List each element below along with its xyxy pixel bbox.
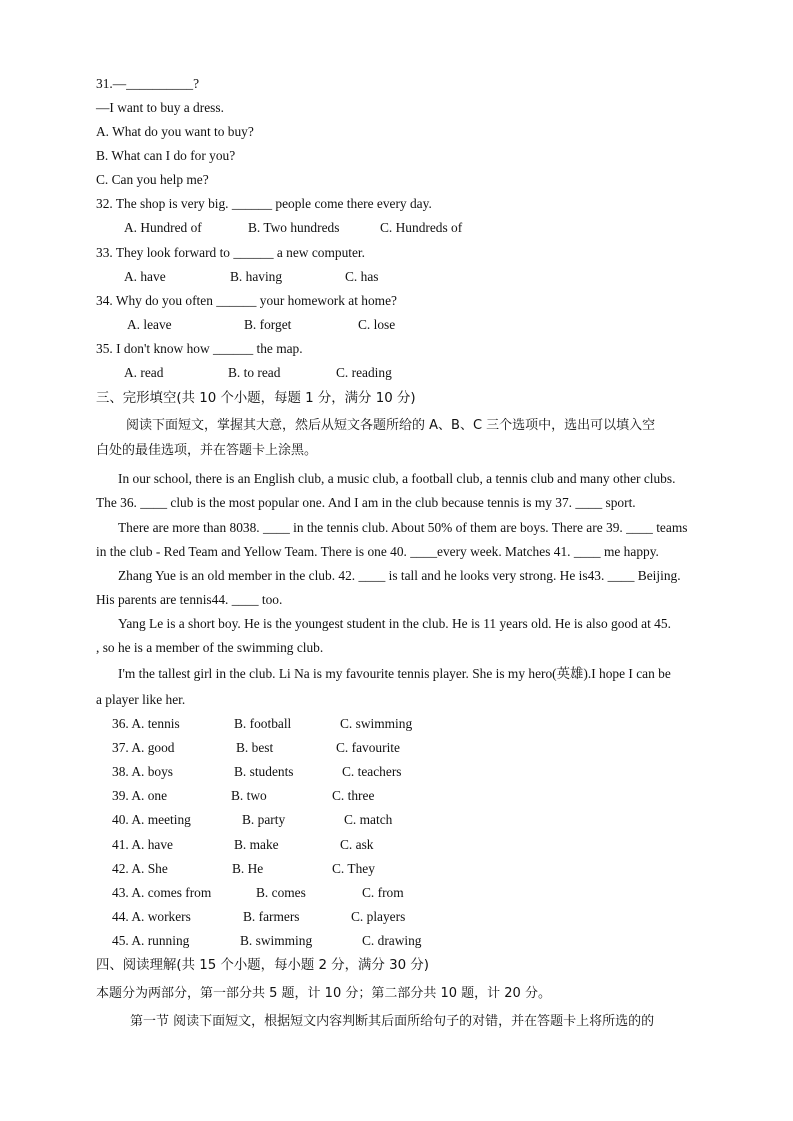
q34-option-a: A. leave	[127, 317, 172, 332]
cloze-45-c: C. drawing	[362, 933, 422, 948]
cloze-40-c: C. match	[344, 812, 393, 827]
q35-option-a: A. read	[124, 365, 164, 380]
cloze-40-b: B. party	[242, 812, 286, 827]
cloze-43-a: 43. A. comes from	[112, 885, 212, 900]
passage-line-1: In our school, there is an English club, a music club, a football club, a tennis club and many other clubs.	[118, 471, 676, 486]
q31-option-c: C. Can you help me?	[96, 172, 209, 187]
cloze-42-a: 42. A. She	[112, 861, 168, 876]
passage-line-8: , so he is a member of the swimming club.	[96, 640, 324, 655]
cloze-37-c: C. favourite	[336, 740, 400, 755]
q31-reply: —I want to buy a dress.	[96, 100, 224, 115]
section3-instruction-line1: 阅读下面短文，掌握其大意，然后从短文各题所给的 A、B、C 三个选项中，选出可以填入空	[126, 418, 656, 433]
cloze-38-b: B. students	[234, 764, 294, 779]
q32-option-c: C. Hundreds of	[380, 220, 463, 235]
cloze-41-c: C. ask	[340, 837, 374, 852]
q31-option-a: A. What do you want to buy?	[96, 124, 254, 139]
q33-option-c: C. has	[345, 269, 379, 284]
cloze-36-b: B. football	[234, 716, 292, 731]
passage-line-3: There are more than 8038. ____ in the tennis club. About 50% of them are boys. There are 39. ____ teams	[118, 520, 688, 535]
passage-line-5: Zhang Yue is an old member in the club. 42. ____ is tall and he looks very strong. He is43. ____ Beijing.	[118, 568, 681, 583]
passage-line-7: Yang Le is a short boy. He is the youngest student in the club. He is 11 years old. He is also good at 45.	[118, 616, 671, 631]
q31-option-b: B. What can I do for you?	[96, 148, 236, 163]
cloze-37-a: 37. A. good	[112, 740, 175, 755]
q33-option-a: A. have	[124, 269, 166, 284]
q33-stem: 33. They look forward to ______ a new computer.	[96, 245, 365, 260]
cloze-43-b: B. comes	[256, 885, 306, 900]
passage-line-4: in the club - Red Team and Yellow Team. There is one 40. ____every week. Matches 41. ____ me happy.	[96, 544, 659, 559]
cloze-37-b: B. best	[236, 740, 274, 755]
cloze-43-c: C. from	[362, 885, 404, 900]
cloze-41-a: 41. A. have	[112, 837, 173, 852]
cloze-38-c: C. teachers	[342, 764, 402, 779]
q34-option-b: B. forget	[244, 317, 292, 332]
cloze-39-c: C. three	[332, 788, 375, 803]
cloze-44-c: C. players	[351, 909, 406, 924]
cloze-45-b: B. swimming	[240, 933, 313, 948]
q32-option-b: B. Two hundreds	[248, 220, 340, 235]
q33-option-b: B. having	[230, 269, 283, 284]
q32-stem: 32. The shop is very big. ______ people come there every day.	[96, 196, 432, 211]
section4-part1-instruction: 第一节 阅读下面短文，根据短文内容判断其后面所给句子的对错，并在答题卡上将所选的的	[130, 1014, 655, 1029]
q34-stem: 34. Why do you often ______ your homework at home?	[96, 293, 397, 308]
passage-line-9: I'm the tallest girl in the club. Li Na is my favourite tennis player. She is my hero(英雄).I hope I can be	[118, 666, 671, 681]
cloze-44-b: B. farmers	[243, 909, 300, 924]
q34-option-c: C. lose	[358, 317, 396, 332]
cloze-39-a: 39. A. one	[112, 788, 168, 803]
section4-heading: 四、阅读理解(共 15 个小题，每小题 2 分，满分 30 分)	[96, 958, 430, 973]
q35-option-c: C. reading	[336, 365, 392, 380]
cloze-42-c: C. They	[332, 861, 375, 876]
section3-heading: 三、完形填空(共 10 个小题，每题 1 分，满分 10 分)	[96, 391, 416, 406]
q31-stem: 31.—__________?	[96, 76, 200, 91]
passage-line-2: The 36. ____ club is the most popular one. And I am in the club because tennis is my 37. ____ sport.	[96, 495, 636, 510]
q35-stem: 35. I don't know how ______ the map.	[96, 341, 303, 356]
q32-option-a: A. Hundred of	[124, 220, 202, 235]
passage-line-6: His parents are tennis44. ____ too.	[96, 592, 283, 607]
cloze-36-c: C. swimming	[340, 716, 413, 731]
cloze-40-a: 40. A. meeting	[112, 812, 191, 827]
section4-note: 本题分为两部分，第一部分共 5 题，计 10 分；第二部分共 10 题，计 20 分。	[96, 986, 551, 1001]
q35-option-b: B. to read	[228, 365, 281, 380]
cloze-41-b: B. make	[234, 837, 279, 852]
cloze-38-a: 38. A. boys	[112, 764, 174, 779]
section3-instruction-line2: 白处的最佳选项，并在答题卡上涂黑。	[96, 443, 318, 458]
cloze-42-b: B. He	[232, 861, 264, 876]
cloze-39-b: B. two	[231, 788, 267, 803]
cloze-44-a: 44. A. workers	[112, 909, 191, 924]
cloze-45-a: 45. A. running	[112, 933, 190, 948]
cloze-36-a: 36. A. tennis	[112, 716, 180, 731]
passage-line-10: a player like her.	[96, 692, 186, 707]
